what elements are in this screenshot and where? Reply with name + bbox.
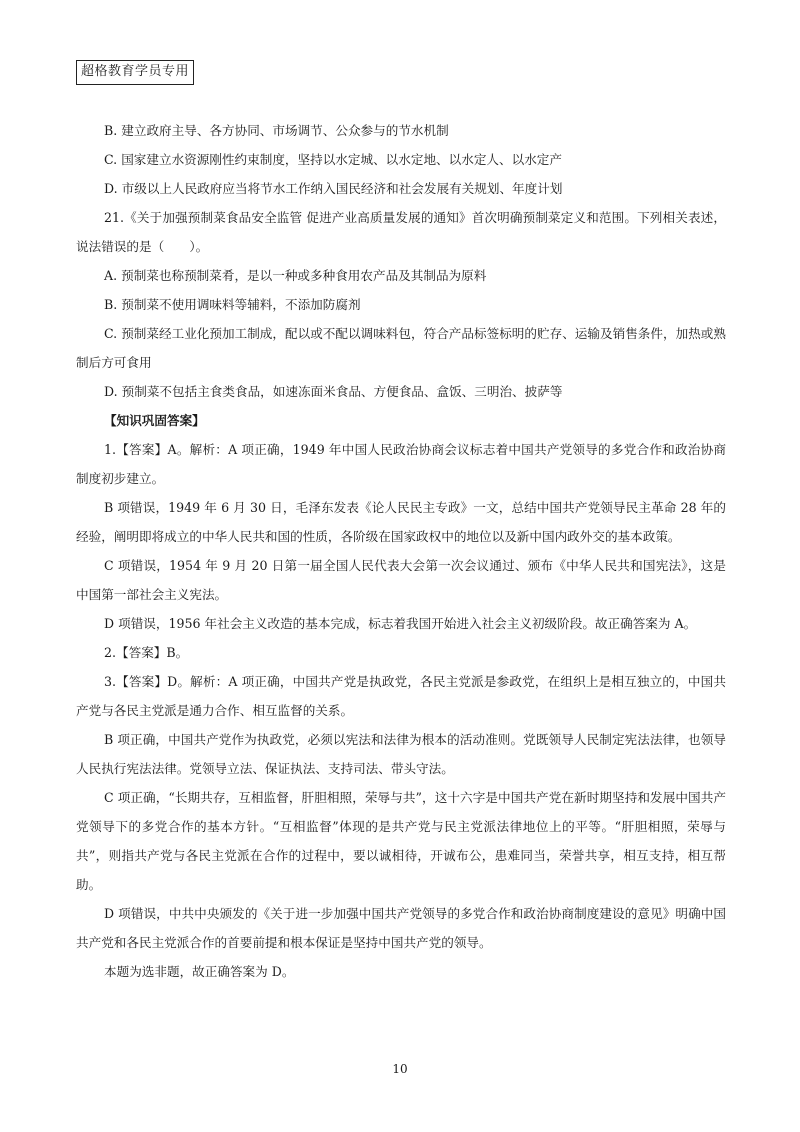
- answer-1-c: C 项错误，1954 年 9 月 20 日第一届全国人民代表大会第一次会议通过、颁布《中华人民共和国宪法》，这是中国第一部社会主义宪法。: [76, 558, 726, 602]
- answer-3-c: C 项正确，“长期共存，互相监督，肝胆相照，荣辱与共”，这十六字是中国共产党在新时期坚持和发展中国共产党领导下的多党合作的基本方针。“互相监督”体现的是共产党与民主党派法律地位上的平等。“肝胆相照，荣辱与共”，则指共产党与各民主党派在合作的过程中，要以诚相待，开诚布公，患难同当，荣誉共享，相互支持，相互帮助。: [76, 790, 726, 892]
- answer-3: 3.【答案】D。解析：A 项正确，中国共产党是执政党，各民主党派是参政党，在组织上是相互独立的，中国共产党与各民主党派是通力合作、相互监督的关系。: [76, 674, 726, 718]
- answer-1: 1.【答案】A。解析：A 项正确，1949 年中国人民政治协商会议标志着中国共产党领导的多党合作和政治协商制度初步建立。: [76, 442, 726, 486]
- answer-3-d: D 项错误，中共中央颁发的《关于进一步加强中国共产党领导的多党合作和政治协商制度建设的意见》明确中国共产党和各民主党派合作的首要前提和根本保证是坚持中国共产党的领导。: [76, 906, 726, 950]
- q20-option-d: D. 市级以上人民政府应当将节水工作纳入国民经济和社会发展有关规划、年度计划: [104, 181, 563, 196]
- page-content: [76, 116, 726, 986]
- page-number: 10: [392, 1062, 408, 1076]
- q21-option-c: C. 预制菜经工业化预加工制成，配以或不配以调味料包，符合产品标签标明的贮存、运输及销售条件，加热或熟制后方可食用: [76, 326, 726, 370]
- answer-2: 2.【答案】B。: [104, 645, 189, 660]
- answers-heading: 【知识巩固答案】: [104, 413, 205, 428]
- q21-stem: 21.《关于加强预制菜食品安全监管 促进产业高质量发展的通知》首次明确预制菜定义和范围。下列相关表述，说法错误的是（ ）。: [76, 210, 726, 254]
- header-label: 超格教育学员专用: [76, 60, 194, 85]
- q20-option-b: B. 建立政府主导、各方协同、市场调节、公众参与的节水机制: [104, 123, 449, 138]
- answer-3-b: B 项正确，中国共产党作为执政党，必须以宪法和法律为根本的活动准则。党既领导人民制定宪法法律，也领导人民执行宪法法律。党领导立法、保证执法、支持司法、带头守法。: [76, 732, 726, 776]
- answer-1-b: B 项错误，1949 年 6 月 30 日，毛泽东发表《论人民民主专政》一文，总结中国共产党领导民主革命 28 年的经验，阐明即将成立的中华人民共和国的性质，各阶级在国家政权中的地位以及新中国内政外交的基本政策。: [76, 500, 726, 544]
- q20-option-c: C. 国家建立水资源刚性约束制度，坚持以水定城、以水定地、以水定人、以水定产: [104, 152, 562, 167]
- q21-option-b: B. 预制菜不使用调味料等辅料，不添加防腐剂: [104, 297, 361, 312]
- q21-option-a: A. 预制菜也称预制菜肴，是以一种或多种食用农产品及其制品为原料: [104, 268, 487, 283]
- q21-option-d: D. 预制菜不包括主食类食品，如速冻面米食品、方便食品、盒饭、三明治、披萨等: [104, 384, 563, 399]
- answer-1-d: D 项错误，1956 年社会主义改造的基本完成，标志着我国开始进入社会主义初级阶段。故正确答案为 A。: [104, 616, 697, 631]
- answer-3-conclusion: 本题为选非题，故正确答案为 D。: [104, 964, 295, 979]
